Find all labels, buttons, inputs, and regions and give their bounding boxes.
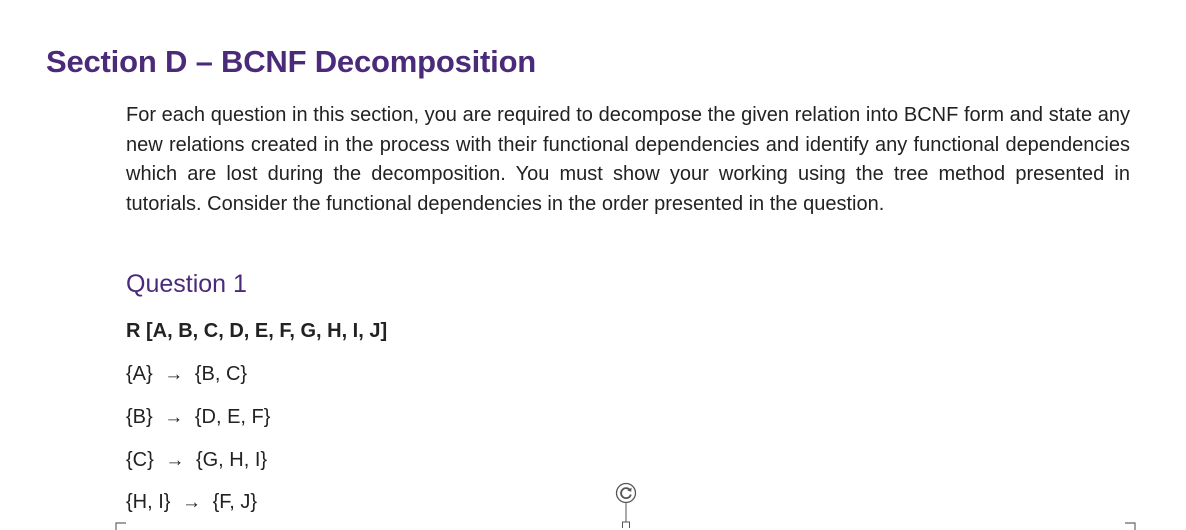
question-title: Question 1 [126, 270, 247, 298]
fd-arrow: → [165, 450, 185, 471]
functional-dependency [126, 406, 270, 429]
section-title: Section D – BCNF Decomposition [46, 44, 537, 79]
fd-rhs: {D, E, F} [194, 406, 271, 428]
fd-rhs: {F, J} [212, 491, 258, 513]
fd-arrow: → [164, 407, 184, 428]
rotate-handle-icon[interactable] [614, 481, 638, 528]
relation-schema: R [A, B, C, D, E, F, G, H, I, J] [126, 320, 388, 342]
fd-arrow: → [182, 492, 202, 513]
selection-corner-icon[interactable] [115, 522, 127, 530]
fd-lhs: {A} [126, 363, 153, 385]
functional-dependency [126, 449, 267, 472]
functional-dependency [126, 363, 247, 386]
fd-lhs: {H, I} [126, 491, 171, 513]
fd-lhs: {C} [126, 449, 154, 471]
fd-arrow: → [164, 364, 184, 385]
fd-rhs: {B, C} [194, 363, 248, 385]
selection-corner-icon[interactable] [1124, 522, 1136, 530]
functional-dependency [126, 491, 257, 514]
section-intro: For each question in this section, you are required to decompose the given relation into BCNF form and state any new relations created in the process with their functional dependencies and identify any functional dependencies which are lost during the decomposition. You must show your working using the tree method presented in tutorials. Consider the functional dependencies in the order presented in the question. [126, 104, 1130, 215]
fd-rhs: {G, H, I} [195, 449, 268, 471]
fd-lhs: {B} [126, 406, 153, 428]
